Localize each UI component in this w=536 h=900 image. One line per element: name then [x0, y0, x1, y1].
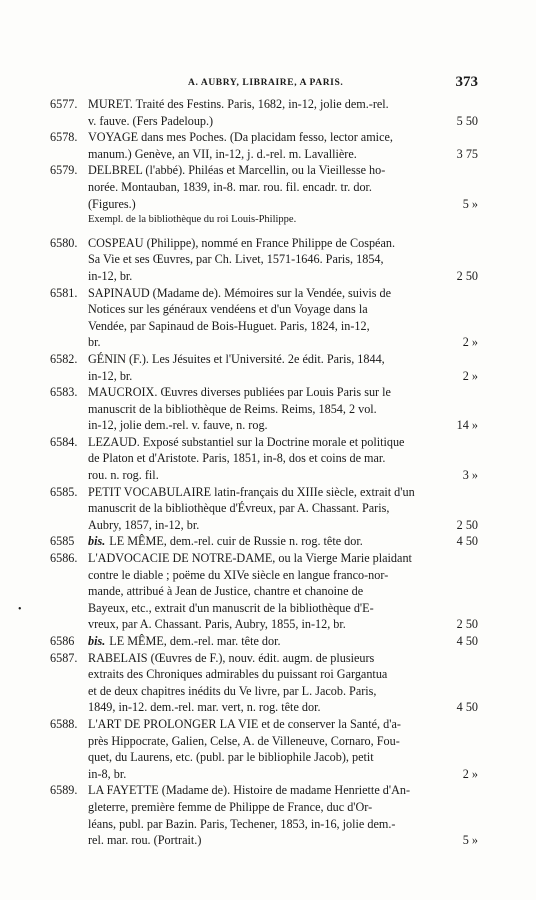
- entry-text: quet, du Laurens, etc. (publ. par le bibliophile Jacob), petit: [88, 750, 374, 765]
- entry-line: [50, 318, 480, 335]
- entry-number: 6583.: [50, 385, 78, 400]
- entry-number: 6581.: [50, 285, 78, 300]
- entry-price: 2 »: [462, 368, 478, 383]
- entry-line: [50, 816, 480, 833]
- entry-line: [50, 162, 480, 179]
- catalogue-entry: [50, 162, 480, 228]
- entry-line: [50, 268, 480, 285]
- entry-price: 3 75: [456, 146, 478, 161]
- running-head: A. AUBRY, LIBRAIRE, A PARIS.: [188, 78, 344, 88]
- entry-text: LE MÊME, dem.-rel. cuir de Russie n. rog. tête dor.: [109, 534, 363, 549]
- entry-line: [50, 301, 480, 318]
- entry-note: Exempl. de la bibliothèque du roi Louis-Philippe.: [88, 214, 297, 226]
- entry-price: 2 »: [462, 766, 478, 781]
- entry-price: 5 50: [456, 113, 478, 128]
- entry-text: RABELAIS (Œuvres de F.), nouv. édit. augm. de plusieurs: [88, 650, 375, 665]
- entry-number: 6584.: [50, 434, 78, 449]
- entry-number: 6582.: [50, 351, 78, 366]
- bis-mark: bis.: [88, 534, 106, 549]
- entry-text: LE MÊME, dem.-rel. mar. tête dor.: [109, 634, 281, 648]
- entry-text: gleterre, première femme de Philippe de France, duc d'Or-: [88, 799, 373, 814]
- entry-text: mande, attribué à Jean de Justice, chantre et chanoine de: [88, 584, 364, 599]
- entry-price: 2 50: [456, 517, 478, 532]
- bis-mark: bis.: [88, 634, 106, 648]
- entry-line: [50, 832, 480, 849]
- entry-line: [50, 517, 480, 534]
- entry-line: [50, 766, 480, 783]
- entry-line: [50, 733, 480, 750]
- entry-text: léans, publ. par Bazin. Paris, Techener, 1853, in-16, jolie dem.-: [88, 816, 396, 831]
- entry-line: [50, 450, 480, 467]
- entry-text: 1849, in-12. dem.-rel. mar. vert, n. rog. tête dor.: [88, 700, 321, 715]
- entry-number: 6586.: [50, 551, 78, 566]
- entry-line: [50, 334, 480, 351]
- entry-line: [50, 196, 480, 213]
- entry-line: [50, 683, 480, 700]
- entry-number: 6578.: [50, 130, 78, 145]
- entry-text: in-12, br.: [88, 268, 133, 283]
- page-number: 373: [455, 74, 478, 90]
- entry-line: [50, 749, 480, 766]
- entry-price: 14 »: [456, 418, 478, 433]
- entry-price: 5 »: [462, 196, 478, 211]
- entry-line: [50, 351, 480, 368]
- entry-text: in-8, br.: [88, 766, 127, 781]
- entry-text: v. fauve. (Fers Padeloup.): [88, 113, 214, 128]
- catalogue-entry: [50, 633, 480, 650]
- entry-text: L'ADVOCACIE DE NOTRE-DAME, ou la Vierge Marie plaidant: [88, 551, 412, 566]
- entry-line: [50, 251, 480, 268]
- entry-line: [50, 467, 480, 484]
- catalogue-entry: [50, 782, 480, 848]
- entry-number: 6585.: [50, 484, 78, 499]
- entry-line: [50, 616, 480, 633]
- entry-text: in-12, br.: [88, 368, 133, 383]
- entry-line: [50, 650, 480, 667]
- entry-line: [50, 401, 480, 418]
- entry-line: [50, 567, 480, 584]
- entry-price: 4 50: [456, 700, 478, 715]
- entry-line: [50, 699, 480, 716]
- entry-price: 4 50: [456, 534, 478, 549]
- catalogue-entry: [50, 96, 480, 129]
- entry-text: manuscrit de la bibliothèque d'Évreux, par A. Chassant. Paris,: [88, 501, 390, 516]
- entry-line: [50, 500, 480, 517]
- entry-text: MAUCROIX. Œuvres diverses publiées par Louis Paris sur le: [88, 385, 391, 400]
- entry-text: et de deux chapitres inédits du Ve livre, par L. Jacob. Paris,: [88, 683, 377, 698]
- entry-text: rou. n. rog. fil.: [88, 468, 159, 483]
- entry-line: [50, 434, 480, 451]
- entry-text: PETIT VOCABULAIRE latin-français du XIIIe siècle, extrait d'un: [88, 484, 415, 499]
- entry-number: 6587.: [50, 650, 78, 665]
- entry-text: de Platon et d'Aristote. Paris, 1851, in-8, dos et coins de mar.: [88, 451, 386, 466]
- entry-line: [50, 235, 480, 252]
- entry-price: 4 50: [456, 634, 478, 648]
- entry-line: [50, 533, 480, 550]
- entry-line: [50, 583, 480, 600]
- entry-number: 6588.: [50, 716, 78, 731]
- entry-text: Aubry, 1857, in-12, br.: [88, 517, 200, 532]
- catalogue-entry: [50, 129, 480, 162]
- entry-line: [50, 113, 480, 130]
- entry-text: in-12, jolie dem.-rel. v. fauve, n. rog.: [88, 418, 268, 433]
- entry-text: Vendée, par Sapinaud de Bois-Huguet. Paris, 1824, in-12,: [88, 318, 370, 333]
- entry-text: L'ART DE PROLONGER LA VIE et de conserver la Santé, d'a-: [88, 716, 401, 731]
- catalogue-entries: [50, 96, 480, 849]
- entry-line: [50, 96, 480, 113]
- entry-number: 6579.: [50, 163, 78, 178]
- entry-text: près Hippocrate, Galien, Celse, A. de Villeneuve, Cornaro, Fou-: [88, 733, 400, 748]
- entry-text: GÉNIN (F.). Les Jésuites et l'Université. 2e édit. Paris, 1844,: [88, 351, 385, 366]
- entry-line: [50, 633, 480, 650]
- catalogue-entry: [50, 384, 480, 434]
- entry-text: MURET. Traité des Festins. Paris, 1682, in-12, jolie dem.-rel.: [88, 97, 389, 111]
- entry-text: LEZAUD. Exposé substantiel sur la Doctrine morale et politique: [88, 434, 405, 449]
- entry-text: SAPINAUD (Madame de). Mémoires sur la Vendée, suivis de: [88, 285, 392, 300]
- entry-line: [50, 384, 480, 401]
- entry-price: 2 50: [456, 617, 478, 632]
- entry-line: [50, 285, 480, 302]
- entry-text: LA FAYETTE (Madame de). Histoire de madame Henriette d'An-: [88, 783, 411, 798]
- entry-line: [50, 600, 480, 617]
- margin-dot: •: [18, 604, 22, 615]
- catalogue-entry: [50, 351, 480, 384]
- entry-price: 2 50: [456, 268, 478, 283]
- catalogue-entry: [50, 650, 480, 716]
- entry-number: 6577.: [50, 97, 78, 111]
- catalogue-entry: [50, 533, 480, 550]
- catalogue-entry: [50, 434, 480, 484]
- entry-line: [50, 129, 480, 146]
- entry-text: (Figures.): [88, 196, 136, 211]
- entry-line: [50, 782, 480, 799]
- entry-text: COSPEAU (Philippe), nommé en France Philippe de Cospéan.: [88, 235, 396, 250]
- entry-line: [50, 146, 480, 163]
- entry-text: contre le diable ; poëme du XIVe siècle en langue franco-nor-: [88, 567, 389, 582]
- entry-line: [50, 368, 480, 385]
- entry-line: [50, 179, 480, 196]
- entry-text: manum.) Genève, an VII, in-12, j. d.-rel. m. Lavallière.: [88, 146, 357, 161]
- entry-text: vreux, par A. Chassant. Paris, Aubry, 1855, in-12, br.: [88, 617, 346, 632]
- catalogue-entry: [50, 484, 480, 534]
- entry-line: [50, 417, 480, 434]
- entry-text: Sa Vie et ses Œuvres, par Ch. Livet, 1571-1646. Paris, 1854,: [88, 252, 384, 267]
- catalogue-entry: [50, 550, 480, 633]
- entry-line: [50, 666, 480, 683]
- entry-price: 2 »: [462, 335, 478, 350]
- entry-line: [50, 550, 480, 567]
- entry-text: manuscrit de la bibliothèque de Reims. Reims, 1854, 2 vol.: [88, 401, 377, 416]
- entry-line: [50, 716, 480, 733]
- catalogue-entry: [50, 235, 480, 285]
- entry-text: norée. Montauban, 1839, in-8. mar. rou. fil. encadr. tr. dor.: [88, 179, 372, 194]
- entry-price: 3 »: [462, 468, 478, 483]
- entry-text: Notices sur les généraux vendéens et d'un Voyage dans la: [88, 302, 368, 317]
- entry-line: [50, 484, 480, 501]
- entry-text: rel. mar. rou. (Portrait.): [88, 833, 202, 848]
- entry-text: VOYAGE dans mes Poches. (Da placidam fesso, lector amice,: [88, 130, 393, 145]
- entry-number: 6589.: [50, 783, 78, 798]
- page-header: [62, 74, 478, 94]
- entry-text: Bayeux, etc., extrait d'un manuscrit de la bibliothèque d'E-: [88, 600, 374, 615]
- entry-number: 6585: [50, 534, 75, 549]
- entry-price: 5 »: [462, 833, 478, 848]
- catalogue-entry: [50, 285, 480, 351]
- entry-text: extraits des Chroniques admirables du puissant roi Gargantua: [88, 667, 388, 682]
- entry-number: 6586: [50, 634, 75, 648]
- entry-text: DELBREL (l'abbé). Philéas et Marcellin, ou la Vieillesse ho-: [88, 163, 386, 178]
- entry-text: br.: [88, 335, 101, 350]
- entry-line: [50, 799, 480, 816]
- catalogue-entry: [50, 716, 480, 782]
- entry-number: 6580.: [50, 235, 78, 250]
